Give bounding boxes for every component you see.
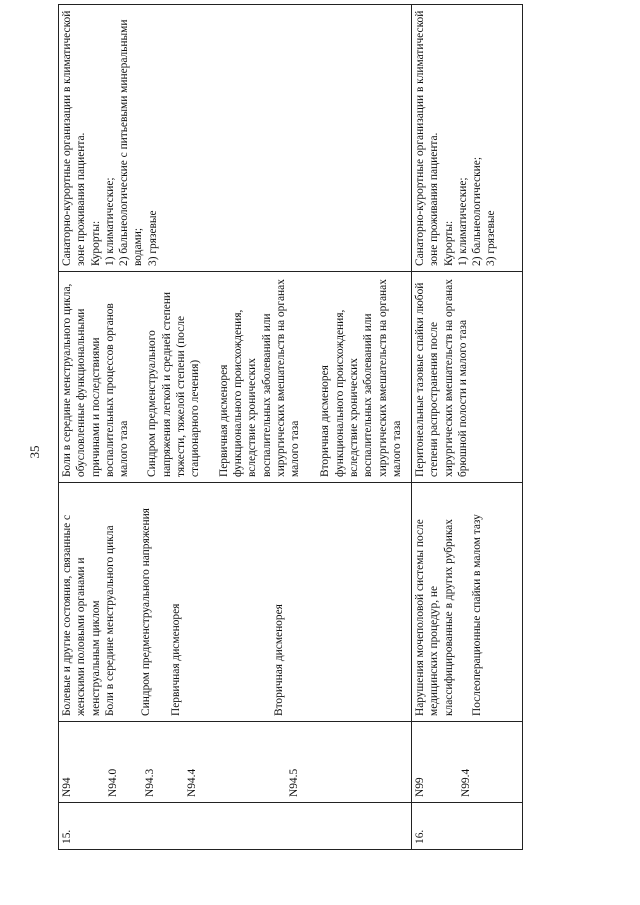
row-number: 15. (61, 829, 73, 844)
condition-text: Боли в середине менструального цикла, обусловленные функциональными причинами и последствиями воспалительных процессов органов малого таза (61, 283, 131, 477)
organization-text: Санаторно-курортные организации в климатической зоне проживания пациента. (414, 10, 441, 266)
diagnosis-text: Синдром предменструального напряжения (140, 508, 153, 716)
icd-code: N99 (414, 777, 426, 797)
row-number-cell (59, 803, 412, 850)
table-row (59, 5, 412, 850)
condition-text: Первичная дисменорея функционального происхождения, вследствие хронических воспалительных заболеваний или хирургических вмешательств на органах малого таза (217, 279, 302, 477)
condition-text: Вторичная дисменорея функционального происхождения, вследствие хронических воспалительных заболеваний или хирургических вмешательств на органах малого таза (319, 279, 403, 477)
icd-code: N94.0 (107, 768, 120, 797)
diagnosis-text: Послеоперационные спайки в малом тазу (470, 514, 483, 716)
resort-type: 2) бальнеологические; (471, 157, 484, 266)
rotated-page-content (58, 10, 523, 850)
icd-code: N99.4 (460, 768, 473, 797)
icd-code: N94 (61, 777, 73, 797)
diagnosis-text: Первичная дисменорея (170, 603, 183, 716)
resort-type: 1) климатические; (456, 177, 469, 266)
organization-text: Санаторно-курортные организации в климатической зоне проживания пациента. (61, 10, 88, 266)
condition-text: Перитонеальные тазовые спайки любой степени распространения после хирургических вмешательств на органах брюшной полости и малого таза (414, 279, 469, 477)
condition-cell (59, 272, 412, 483)
row-number-cell (412, 803, 523, 850)
diagnosis-cell (412, 483, 523, 722)
treatment-table (58, 4, 523, 850)
code-cell (412, 722, 523, 803)
resort-type: 2) бальнеологические с питьевыми минеральными водами; (118, 19, 145, 266)
icd-code: N94.3 (143, 768, 156, 797)
resorts-heading: Курорты: (442, 220, 455, 266)
table-row (412, 5, 523, 850)
diagnosis-text: Боли в середине менструального цикла (103, 525, 116, 716)
diagnosis-text: Нарушения мочеполовой системы после медицинских процедур, не классифицированные в других рубриках (414, 519, 455, 716)
diagnosis-text: Болевые и другие состояния, связанные с женскими половыми органами и менструальным циклом (61, 514, 102, 716)
organization-cell (59, 5, 412, 272)
page-number: 35 (27, 445, 42, 459)
resort-type: 3) грязевые (485, 210, 498, 266)
diagnosis-cell (59, 483, 412, 722)
condition-cell (412, 272, 523, 483)
resort-type: 1) климатические; (103, 177, 116, 266)
row-number: 16. (414, 829, 426, 844)
resorts-heading: Курорты: (89, 220, 102, 266)
condition-text: Синдром предменструального напряжения легкой и средней степени тяжести, тяжелой степени (после стационарного лечения) (146, 291, 202, 477)
icd-code: N94.4 (185, 768, 198, 797)
diagnosis-text: Вторичная дисменорея (272, 604, 285, 716)
resort-type: 3) грязевые (146, 210, 159, 266)
code-cell (59, 722, 412, 803)
icd-code: N94.5 (288, 768, 301, 797)
organization-cell (412, 5, 523, 272)
